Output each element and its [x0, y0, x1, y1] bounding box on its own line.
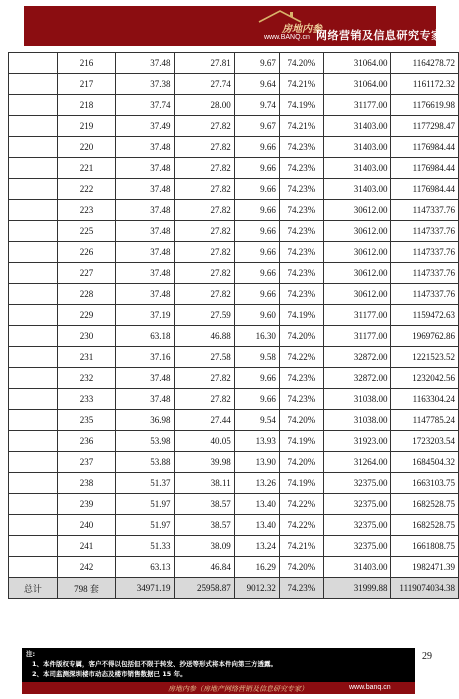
unit-price-cell: 31177.00 [323, 326, 390, 347]
shared-area-cell: 9.60 [234, 305, 279, 326]
gross-area-cell: 37.48 [116, 137, 174, 158]
gross-area-cell: 37.19 [116, 305, 174, 326]
unit-number-cell: 237 [57, 452, 115, 473]
unit-number-cell: 221 [57, 158, 115, 179]
total-price-cell: 1177298.47 [391, 116, 459, 137]
total-price-cell: 1684504.32 [391, 452, 459, 473]
inner-area-cell: 27.82 [174, 263, 234, 284]
row-group-cell [9, 410, 58, 431]
unit-price-cell: 31064.00 [323, 53, 390, 74]
gross-area-cell: 37.38 [116, 74, 174, 95]
efficiency-ratio-cell: 74.21% [279, 74, 323, 95]
total-price-cell: 1147337.76 [391, 200, 459, 221]
footer-brand: 房地内参（房地产网络营销及信息研究专家） [168, 685, 308, 693]
note-line-1: 1、本件版权专属，客户不得以包括但不限于转发、抄送等形式将本件向第三方透露。 [32, 660, 278, 668]
total-shared-area-cell: 9012.32 [234, 578, 279, 599]
total-price-cell: 1982471.39 [391, 557, 459, 578]
row-group-cell [9, 179, 58, 200]
unit-price-cell: 30612.00 [323, 221, 390, 242]
row-group-cell [9, 200, 58, 221]
unit-number-cell: 232 [57, 368, 115, 389]
inner-area-cell: 27.82 [174, 116, 234, 137]
table-row [9, 95, 459, 116]
shared-area-cell: 9.66 [234, 389, 279, 410]
table-row [9, 263, 459, 284]
efficiency-ratio-cell: 74.21% [279, 116, 323, 137]
table-row [9, 74, 459, 95]
shared-area-cell: 9.66 [234, 221, 279, 242]
gross-area-cell: 36.98 [116, 410, 174, 431]
unit-price-cell: 32872.00 [323, 368, 390, 389]
gross-area-cell: 37.48 [116, 158, 174, 179]
unit-number-cell: 223 [57, 200, 115, 221]
note-line-2: 2、本司监测深圳楼市动态及楼市销售数据已 15 年。 [32, 670, 187, 678]
efficiency-ratio-cell: 74.23% [279, 263, 323, 284]
inner-area-cell: 27.59 [174, 305, 234, 326]
total-price-cell: 1221523.52 [391, 347, 459, 368]
sales-data-table [8, 52, 459, 599]
unit-number-cell: 235 [57, 410, 115, 431]
total-price-cell: 1682528.75 [391, 515, 459, 536]
total-price-cell: 1663103.75 [391, 473, 459, 494]
unit-price-cell: 31264.00 [323, 452, 390, 473]
unit-price-cell: 30612.00 [323, 242, 390, 263]
shared-area-cell: 9.66 [234, 368, 279, 389]
total-price-cell: 1723203.54 [391, 431, 459, 452]
table-row [9, 200, 459, 221]
efficiency-ratio-cell: 74.19% [279, 473, 323, 494]
shared-area-cell: 9.66 [234, 200, 279, 221]
unit-number-cell: 230 [57, 326, 115, 347]
gross-area-cell: 37.48 [116, 284, 174, 305]
inner-area-cell: 27.44 [174, 410, 234, 431]
unit-number-cell: 239 [57, 494, 115, 515]
total-price-cell: 1147337.76 [391, 221, 459, 242]
gross-area-cell: 37.48 [116, 389, 174, 410]
table-row [9, 116, 459, 137]
unit-price-cell: 30612.00 [323, 200, 390, 221]
inner-area-cell: 38.11 [174, 473, 234, 494]
row-group-cell [9, 326, 58, 347]
gross-area-cell: 37.48 [116, 179, 174, 200]
row-group-cell [9, 242, 58, 263]
shared-area-cell: 9.66 [234, 137, 279, 158]
unit-number-cell: 240 [57, 515, 115, 536]
total-price-cell: 1682528.75 [391, 494, 459, 515]
efficiency-ratio-cell: 74.20% [279, 410, 323, 431]
shared-area-cell: 9.74 [234, 95, 279, 116]
inner-area-cell: 27.82 [174, 242, 234, 263]
unit-number-cell: 238 [57, 473, 115, 494]
efficiency-ratio-cell: 74.22% [279, 494, 323, 515]
shared-area-cell: 9.67 [234, 53, 279, 74]
unit-price-cell: 31403.00 [323, 116, 390, 137]
gross-area-cell: 51.97 [116, 515, 174, 536]
total-price-cell: 1164278.72 [391, 53, 459, 74]
unit-price-cell: 30612.00 [323, 263, 390, 284]
total-efficiency-ratio-cell: 74.23% [279, 578, 323, 599]
shared-area-cell: 13.24 [234, 536, 279, 557]
unit-number-cell: 233 [57, 389, 115, 410]
inner-area-cell: 27.82 [174, 158, 234, 179]
total-total-price-cell: 1119074034.38 [391, 578, 459, 599]
unit-price-cell: 32375.00 [323, 536, 390, 557]
table-row [9, 305, 459, 326]
unit-price-cell: 31038.00 [323, 410, 390, 431]
gross-area-cell: 37.48 [116, 242, 174, 263]
unit-price-cell: 31403.00 [323, 179, 390, 200]
inner-area-cell: 27.82 [174, 221, 234, 242]
shared-area-cell: 9.64 [234, 74, 279, 95]
gross-area-cell: 37.48 [116, 53, 174, 74]
unit-price-cell: 31177.00 [323, 305, 390, 326]
total-price-cell: 1176984.44 [391, 137, 459, 158]
footer-notes [22, 648, 415, 682]
inner-area-cell: 27.81 [174, 53, 234, 74]
row-group-cell [9, 452, 58, 473]
inner-area-cell: 27.82 [174, 179, 234, 200]
total-price-cell: 1163304.24 [391, 389, 459, 410]
inner-area-cell: 28.00 [174, 95, 234, 116]
efficiency-ratio-cell: 74.23% [279, 221, 323, 242]
total-price-cell: 1147337.76 [391, 284, 459, 305]
unit-number-cell: 231 [57, 347, 115, 368]
gross-area-cell: 63.13 [116, 557, 174, 578]
total-gross-area-cell: 34971.19 [116, 578, 174, 599]
unit-number-cell: 236 [57, 431, 115, 452]
page-number: 29 [422, 651, 432, 662]
inner-area-cell: 27.82 [174, 137, 234, 158]
inner-area-cell: 27.74 [174, 74, 234, 95]
unit-price-cell: 32375.00 [323, 515, 390, 536]
row-group-cell [9, 158, 58, 179]
efficiency-ratio-cell: 74.20% [279, 557, 323, 578]
efficiency-ratio-cell: 74.19% [279, 305, 323, 326]
row-group-cell [9, 515, 58, 536]
unit-price-cell: 31403.00 [323, 158, 390, 179]
efficiency-ratio-cell: 74.20% [279, 452, 323, 473]
unit-number-cell: 225 [57, 221, 115, 242]
inner-area-cell: 27.82 [174, 200, 234, 221]
row-group-cell [9, 74, 58, 95]
total-price-cell: 1176984.44 [391, 179, 459, 200]
inner-area-cell: 27.82 [174, 389, 234, 410]
row-group-cell [9, 536, 58, 557]
row-group-cell [9, 431, 58, 452]
inner-area-cell: 40.05 [174, 431, 234, 452]
shared-area-cell: 13.26 [234, 473, 279, 494]
gross-area-cell: 53.98 [116, 431, 174, 452]
table-row [9, 389, 459, 410]
table-row [9, 410, 459, 431]
gross-area-cell: 37.48 [116, 368, 174, 389]
unit-price-cell: 32375.00 [323, 473, 390, 494]
unit-number-cell: 216 [57, 53, 115, 74]
row-group-cell [9, 221, 58, 242]
table-row [9, 347, 459, 368]
efficiency-ratio-cell: 74.23% [279, 179, 323, 200]
gross-area-cell: 37.16 [116, 347, 174, 368]
table-row [9, 368, 459, 389]
shared-area-cell: 9.54 [234, 410, 279, 431]
row-group-cell [9, 368, 58, 389]
table-row [9, 515, 459, 536]
total-price-cell: 1147337.76 [391, 263, 459, 284]
table-row [9, 557, 459, 578]
total-unit-number-cell: 798 套 [57, 578, 115, 599]
table-row [9, 53, 459, 74]
total-price-cell: 1159472.63 [391, 305, 459, 326]
total-price-cell: 1232042.56 [391, 368, 459, 389]
total-price-cell: 1969762.86 [391, 326, 459, 347]
efficiency-ratio-cell: 74.22% [279, 515, 323, 536]
gross-area-cell: 63.18 [116, 326, 174, 347]
shared-area-cell: 13.93 [234, 431, 279, 452]
table-row [9, 158, 459, 179]
row-group-cell [9, 116, 58, 137]
total-row [9, 578, 459, 599]
shared-area-cell: 9.58 [234, 347, 279, 368]
efficiency-ratio-cell: 74.23% [279, 284, 323, 305]
shared-area-cell: 16.30 [234, 326, 279, 347]
header-site-url: www.BANQ.cn [264, 34, 310, 41]
row-group-cell [9, 305, 58, 326]
efficiency-ratio-cell: 74.23% [279, 158, 323, 179]
total-unit-price-cell: 31999.88 [323, 578, 390, 599]
unit-number-cell: 217 [57, 74, 115, 95]
efficiency-ratio-cell: 74.22% [279, 347, 323, 368]
inner-area-cell: 27.82 [174, 284, 234, 305]
efficiency-ratio-cell: 74.19% [279, 95, 323, 116]
unit-number-cell: 222 [57, 179, 115, 200]
table-row [9, 221, 459, 242]
table-row [9, 536, 459, 557]
inner-area-cell: 46.88 [174, 326, 234, 347]
shared-area-cell: 9.66 [234, 179, 279, 200]
row-group-cell [9, 389, 58, 410]
total-price-cell: 1661808.75 [391, 536, 459, 557]
unit-number-cell: 219 [57, 116, 115, 137]
shared-area-cell: 13.40 [234, 515, 279, 536]
footer-site-url: www.banq.cn [349, 684, 391, 691]
gross-area-cell: 51.33 [116, 536, 174, 557]
row-group-cell [9, 473, 58, 494]
gross-area-cell: 37.74 [116, 95, 174, 116]
table-row [9, 431, 459, 452]
table-row [9, 494, 459, 515]
efficiency-ratio-cell: 74.19% [279, 431, 323, 452]
row-group-cell [9, 284, 58, 305]
efficiency-ratio-cell: 74.23% [279, 242, 323, 263]
row-group-cell [9, 494, 58, 515]
header-title: 网络营销及信息研究专家 [316, 30, 443, 42]
unit-number-cell: 218 [57, 95, 115, 116]
unit-price-cell: 31403.00 [323, 137, 390, 158]
table-row [9, 473, 459, 494]
table-row [9, 179, 459, 200]
efficiency-ratio-cell: 74.20% [279, 326, 323, 347]
row-group-cell [9, 95, 58, 116]
notes-title: 注: [26, 650, 36, 658]
unit-price-cell: 31038.00 [323, 389, 390, 410]
unit-price-cell: 30612.00 [323, 284, 390, 305]
inner-area-cell: 39.98 [174, 452, 234, 473]
table-row [9, 452, 459, 473]
table-row [9, 284, 459, 305]
header-brand: 房地内参 [282, 24, 322, 35]
efficiency-ratio-cell: 74.21% [279, 536, 323, 557]
total-row-group-cell: 总计 [9, 578, 58, 599]
total-price-cell: 1147785.24 [391, 410, 459, 431]
unit-price-cell: 31923.00 [323, 431, 390, 452]
row-group-cell [9, 263, 58, 284]
efficiency-ratio-cell: 74.23% [279, 368, 323, 389]
unit-price-cell: 31403.00 [323, 557, 390, 578]
inner-area-cell: 27.58 [174, 347, 234, 368]
gross-area-cell: 37.48 [116, 263, 174, 284]
total-price-cell: 1161172.32 [391, 74, 459, 95]
shared-area-cell: 9.66 [234, 158, 279, 179]
efficiency-ratio-cell: 74.23% [279, 389, 323, 410]
efficiency-ratio-cell: 74.20% [279, 53, 323, 74]
inner-area-cell: 38.57 [174, 494, 234, 515]
unit-price-cell: 32375.00 [323, 494, 390, 515]
gross-area-cell: 37.49 [116, 116, 174, 137]
unit-price-cell: 31064.00 [323, 74, 390, 95]
shared-area-cell: 16.29 [234, 557, 279, 578]
shared-area-cell: 9.67 [234, 116, 279, 137]
inner-area-cell: 27.82 [174, 368, 234, 389]
shared-area-cell: 9.66 [234, 242, 279, 263]
unit-number-cell: 228 [57, 284, 115, 305]
unit-number-cell: 242 [57, 557, 115, 578]
inner-area-cell: 38.09 [174, 536, 234, 557]
shared-area-cell: 13.90 [234, 452, 279, 473]
unit-number-cell: 220 [57, 137, 115, 158]
unit-number-cell: 229 [57, 305, 115, 326]
unit-number-cell: 226 [57, 242, 115, 263]
gross-area-cell: 51.37 [116, 473, 174, 494]
total-price-cell: 1147337.76 [391, 242, 459, 263]
row-group-cell [9, 53, 58, 74]
row-group-cell [9, 557, 58, 578]
unit-price-cell: 32872.00 [323, 347, 390, 368]
row-group-cell [9, 137, 58, 158]
table-row [9, 242, 459, 263]
gross-area-cell: 53.88 [116, 452, 174, 473]
gross-area-cell: 37.48 [116, 200, 174, 221]
shared-area-cell: 9.66 [234, 284, 279, 305]
unit-price-cell: 31177.00 [323, 95, 390, 116]
shared-area-cell: 13.40 [234, 494, 279, 515]
inner-area-cell: 46.84 [174, 557, 234, 578]
gross-area-cell: 37.48 [116, 221, 174, 242]
shared-area-cell: 9.66 [234, 263, 279, 284]
unit-number-cell: 227 [57, 263, 115, 284]
total-price-cell: 1176619.98 [391, 95, 459, 116]
efficiency-ratio-cell: 74.23% [279, 137, 323, 158]
inner-area-cell: 38.57 [174, 515, 234, 536]
row-group-cell [9, 347, 58, 368]
table-row [9, 326, 459, 347]
table-row [9, 137, 459, 158]
unit-number-cell: 241 [57, 536, 115, 557]
efficiency-ratio-cell: 74.23% [279, 200, 323, 221]
total-price-cell: 1176984.44 [391, 158, 459, 179]
gross-area-cell: 51.97 [116, 494, 174, 515]
total-inner-area-cell: 25958.87 [174, 578, 234, 599]
